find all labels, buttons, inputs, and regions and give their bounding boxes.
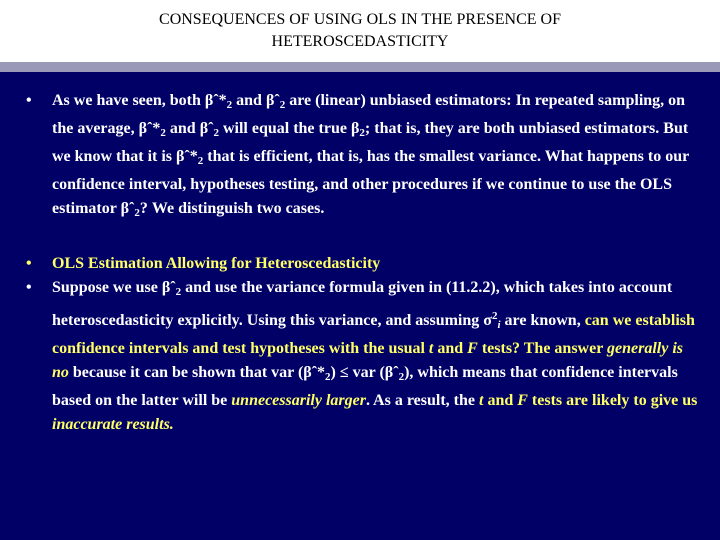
text-run: ; that is, they are both unbiased estimators. But we know that it is bbox=[52, 120, 689, 165]
title-divider bbox=[0, 62, 720, 72]
text-run: and bbox=[232, 92, 266, 109]
text-run: σ bbox=[483, 312, 492, 329]
text-run: are known, bbox=[500, 312, 585, 329]
paragraph-gap bbox=[22, 225, 698, 252]
text-run: ), which means that confidence intervals based on the latter will be bbox=[52, 364, 678, 409]
text-run: β bbox=[176, 148, 185, 165]
bullet-item-3 bbox=[22, 276, 698, 437]
text-run: because it can be shown that var ( bbox=[68, 364, 304, 381]
text-run: ) ≤ var ( bbox=[330, 364, 385, 381]
text-run: and use the variance formula given in (11.2.2), which takes into account heteroscedasticity explicitly. Using this variance, and assuming bbox=[52, 279, 673, 329]
text-run: 2 bbox=[134, 207, 140, 219]
bullet-item-2 bbox=[22, 252, 698, 276]
text-run: . As a result, the bbox=[365, 392, 479, 409]
text-run: ? We distinguish two cases. bbox=[139, 200, 325, 217]
text-run: t bbox=[428, 340, 434, 357]
text-run: 2 bbox=[359, 127, 365, 139]
highlight-question: can we establish confidence intervals and test hypotheses with the usual bbox=[52, 312, 695, 357]
highlight-generally-is-no: generally is no bbox=[52, 340, 684, 381]
text-run: ˆ bbox=[274, 92, 280, 109]
text-run: Suppose we use bbox=[52, 279, 162, 296]
text-run: 2 bbox=[197, 155, 204, 167]
text-run: 2 bbox=[213, 127, 219, 139]
highlight-inaccurate-results: inaccurate results. bbox=[52, 416, 174, 433]
highlight-unnecessarily-larger: unnecessarily larger bbox=[231, 392, 366, 409]
text-run: β bbox=[120, 200, 130, 217]
text-run: 2 bbox=[398, 371, 405, 383]
text-run: ˆ* bbox=[184, 148, 198, 165]
text-run: β bbox=[303, 364, 312, 381]
text-run: are (linear) unbiased estimators: In repeated sampling, on the average, bbox=[52, 92, 686, 137]
text-run: β bbox=[204, 92, 214, 109]
bullet-icon: • bbox=[26, 92, 32, 109]
text-run: 2 bbox=[325, 371, 331, 383]
bullet-item-1 bbox=[22, 89, 698, 225]
title-bar bbox=[0, 0, 720, 62]
text-run: tests? The answer bbox=[477, 340, 608, 357]
text-run: ˆ bbox=[208, 120, 214, 137]
text-run: β bbox=[138, 120, 148, 137]
text-run: t bbox=[478, 392, 484, 409]
text-run: and bbox=[165, 120, 200, 137]
text-run: that is efficient, that is, has the smallest variance. What happens to our confidence interval, hypotheses testing, and other procedures if we continue to use the OLS estimator bbox=[52, 148, 689, 217]
text-run: 2 bbox=[160, 127, 166, 139]
title-line-1: CONSEQUENCES OF USING OLS IN THE PRESENCE OF bbox=[159, 11, 561, 28]
text-run: β bbox=[161, 279, 171, 296]
text-run: will equal the true bbox=[218, 120, 351, 137]
slide-body bbox=[22, 89, 698, 437]
text-run: ˆ* bbox=[147, 120, 161, 137]
text-run: F bbox=[467, 340, 478, 357]
slide-title bbox=[0, 0, 720, 53]
text-run: β bbox=[199, 120, 209, 137]
text-run: ˆ* bbox=[213, 92, 227, 109]
text-run: i bbox=[497, 319, 501, 331]
text-run: β bbox=[265, 92, 275, 109]
text-run: β bbox=[384, 364, 394, 381]
text-run: As we have seen, both bbox=[52, 92, 205, 109]
text-run: ˆ bbox=[129, 200, 135, 217]
text-run: and bbox=[433, 340, 468, 357]
text-run: β bbox=[350, 120, 360, 137]
text-run: tests are likely to give us bbox=[527, 392, 698, 409]
text-run: ˆ bbox=[393, 364, 399, 381]
text-run: 2 bbox=[491, 310, 498, 322]
text-run: 2 bbox=[175, 286, 182, 298]
text-run: and bbox=[483, 392, 518, 409]
text-run: ˆ bbox=[170, 279, 176, 296]
text-run: F bbox=[517, 392, 528, 409]
subheading: OLS Estimation Allowing for Heteroscedasticity bbox=[52, 255, 381, 272]
text-run: ˆ* bbox=[311, 364, 326, 381]
bullet-icon: • bbox=[26, 279, 32, 296]
bullet-icon: • bbox=[26, 255, 32, 272]
title-line-2: HETEROSCEDASTICITY bbox=[271, 33, 449, 50]
text-run: 2 bbox=[226, 99, 233, 111]
text-run: 2 bbox=[279, 99, 286, 111]
